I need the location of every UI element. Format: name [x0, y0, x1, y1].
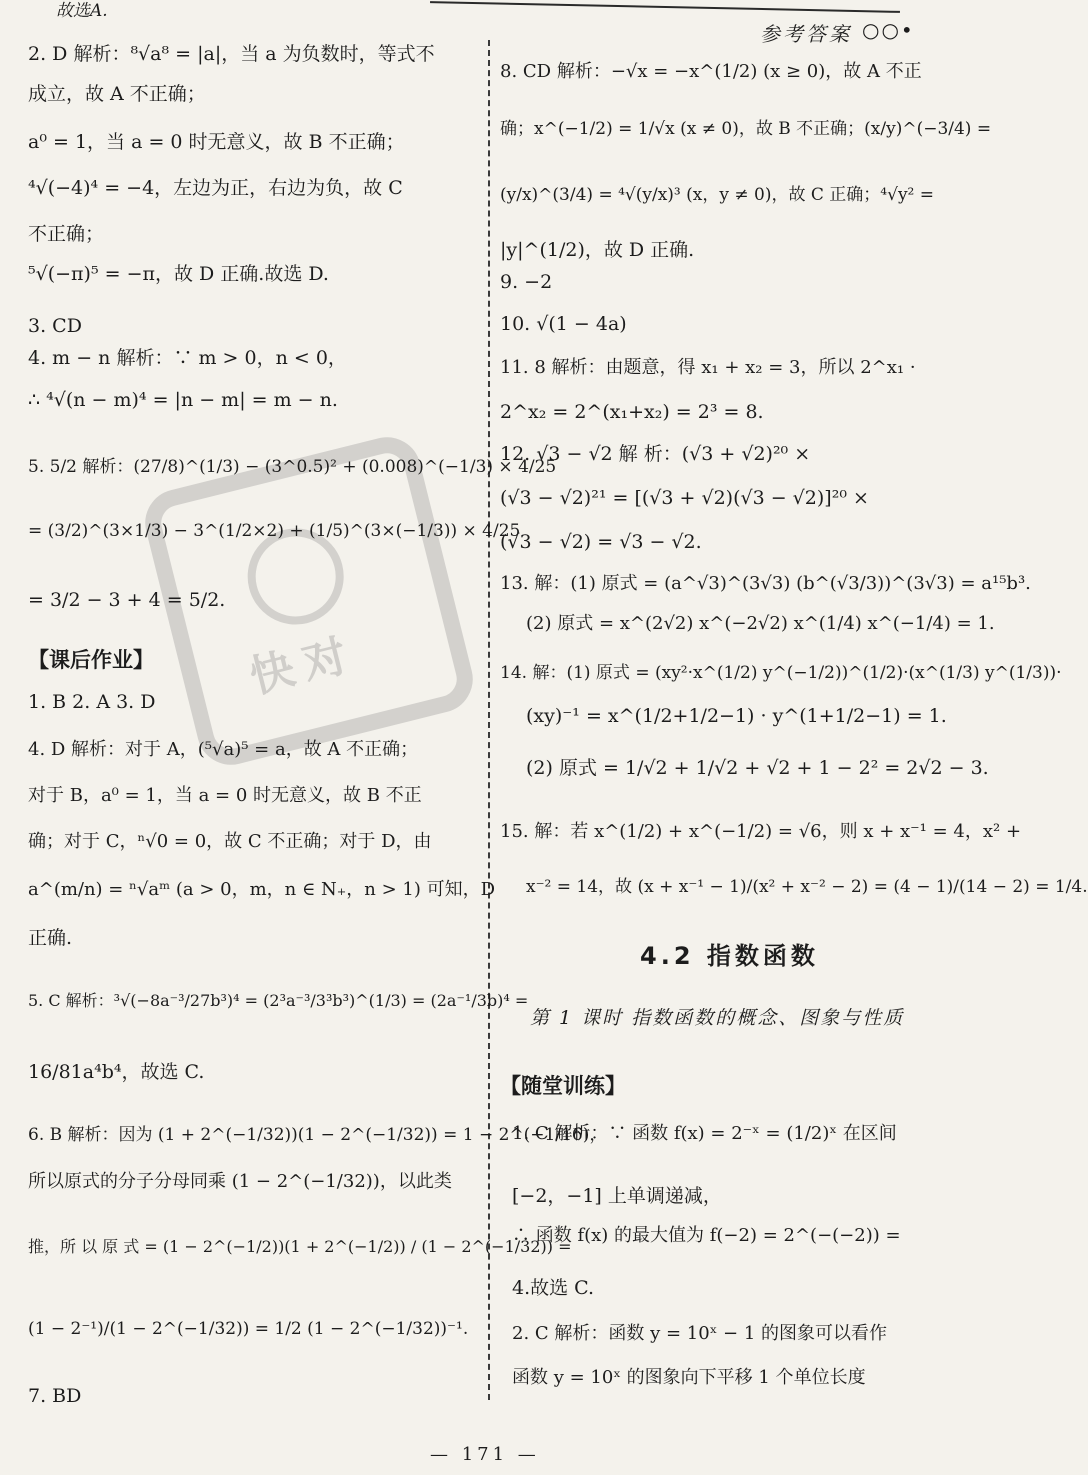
h6-line: 6. B 解析：因为 (1 + 2^(−1/32))(1 − 2^(−1/32)) = 1 − 2^(−1/16)，: [28, 1125, 607, 1145]
q4-line: 4. m − n 解析：∵ m > 0，n < 0，: [28, 347, 347, 369]
r8-line: |y|^(1/2)，故 D 正确.: [500, 239, 695, 261]
r14-line: 14. 解：(1) 原式 = (xy²·x^(1/2) y^(−1/2))^(1/2)·(x^(1/3) y^(1/3))·: [500, 663, 1062, 683]
homework-answers: 1. B 2. A 3. D: [28, 691, 156, 713]
r14-line: (xy)⁻¹ = x^(1/2+1/2−1) · y^(1+1/2−1) = 1.: [526, 705, 947, 727]
r12-line: (√3 − √2)²¹ = [(√3 + √2)(√3 − √2)]²⁰ ×: [500, 487, 869, 509]
s1-line: [−2，−1] 上单调递减，: [512, 1185, 722, 1207]
header-dots: ○○•: [862, 18, 915, 42]
r8-line: (y/x)^(3/4) = ⁴√(y/x)³ (x，y ≠ 0)，故 C 正确；⁴√y² =: [500, 185, 935, 205]
h4-line: a^(m/n) = ⁿ√aᵐ (a > 0，m，n ∈ N₊，n > 1) 可知，D: [28, 879, 496, 900]
h4-line: 4. D 解析：对于 A，(⁵√a)⁵ = a，故 A 不正确；: [28, 739, 419, 760]
q2-line: ⁴√(−4)⁴ = −4，左边为正，右边为负，故 C: [28, 177, 403, 199]
s1-line: 4.故选 C.: [512, 1277, 595, 1299]
q5-line: = (3/2)^(3×1/3) − 3^(1/2×2) + (1/5)^(3×(−1/3)) × 4/25: [28, 521, 521, 541]
h4-line: 确；对于 C，ⁿ√0 = 0，故 C 不正确；对于 D，由: [28, 831, 432, 852]
r12-line: (√3 − √2) = √3 − √2.: [500, 531, 702, 553]
h7-answer: 7. BD: [28, 1385, 82, 1407]
r13-line: 13. 解：(1) 原式 = (a^√3)^(3√3) (b^(√3/3))^(3√3) = a¹⁵b³.: [500, 573, 1031, 594]
chapter-title: 4.2 指数函数: [640, 942, 819, 970]
q2-line: 成立，故 A 不正确；: [28, 83, 206, 105]
s2-line: 2. C 解析：函数 y = 10ˣ − 1 的图象可以看作: [512, 1323, 888, 1344]
section-classwork-heading: 【随堂训练】: [500, 1074, 626, 1098]
h5-line: 5. C 解析：³√(−8a⁻³/27b³)⁴ = (2³a⁻³/3³b³)^(1/3) = (2a⁻¹/3b)⁴ =: [28, 991, 529, 1010]
q2-line: 2. D 解析：⁸√a⁸ = |a|，当 a 为负数时，等式不: [28, 43, 435, 65]
h4-line: 对于 B，a⁰ = 1，当 a = 0 时无意义，故 B 不正: [28, 785, 422, 806]
h4-line: 正确.: [28, 927, 73, 949]
r15-line: 15. 解：若 x^(1/2) + x^(−1/2) = √6，则 x + x⁻¹ = 4，x² +: [500, 821, 1022, 842]
r8-line: 确；x^(−1/2) = 1/√x (x ≠ 0)，故 B 不正确；(x/y)^(−3/4) =: [500, 119, 992, 139]
s1-line: ∴ 函数 f(x) 的最大值为 f(−2) = 2^(−(−2)) =: [512, 1225, 901, 1246]
q2-line: ⁵√(−π)⁵ = −π，故 D 正确.故选 D.: [28, 263, 329, 285]
r10-answer: 10. √(1 − 4a): [500, 313, 627, 335]
h6-line: 推，所 以 原 式 = (1 − 2^(−1/2))(1 + 2^(−1/2)) / (1 − 2^(−1/32)) =: [28, 1237, 572, 1256]
column-divider: [488, 40, 490, 1400]
section-homework-heading: 【课后作业】: [28, 648, 154, 672]
lesson-title: 第 1 课时 指数函数的概念、图象与性质: [530, 1007, 905, 1029]
h6-line: 所以原式的分子分母同乘 (1 − 2^(−1/32))，以此类: [28, 1171, 452, 1192]
r13-line: (2) 原式 = x^(2√2) x^(−2√2) x^(1/4) x^(−1/4) = 1.: [526, 613, 995, 634]
q2-line: a⁰ = 1，当 a = 0 时无意义，故 B 不正确；: [28, 131, 405, 153]
h5-line: 16/81a⁴b⁴，故选 C.: [28, 1061, 205, 1083]
header-title: 参考答案: [760, 22, 852, 46]
r12-line: 12. √3 − √2 解 析：(√3 + √2)²⁰ ×: [500, 443, 811, 465]
r14-line: (2) 原式 = 1/√2 + 1/√2 + √2 + 1 − 2² = 2√2 − 3.: [526, 757, 989, 779]
top-fragment: 故选A.: [56, 1, 108, 21]
r15-line: x⁻² = 14，故 (x + x⁻¹ − 1)/(x² + x⁻² − 2) = (4 − 1)/(14 − 2) = 1/4.: [526, 877, 1088, 897]
r9-answer: 9. −2: [500, 271, 553, 293]
q2-line: 不正确；: [28, 223, 105, 245]
s1-line: 1. C 解析：∵ 函数 f(x) = 2⁻ˣ = (1/2)ˣ 在区间: [512, 1123, 897, 1144]
header-rule: [430, 1, 900, 13]
q3-answer: 3. CD: [28, 315, 82, 337]
h6-line: (1 − 2⁻¹)/(1 − 2^(−1/32)) = 1/2 (1 − 2^(−1/32))⁻¹.: [28, 1319, 469, 1339]
page-number: — 171 —: [430, 1444, 540, 1465]
r8-line: 8. CD 解析：−√x = −x^(1/2) (x ≥ 0)，故 A 不正: [500, 61, 922, 82]
q4-line: ∴ ⁴√(n − m)⁴ = |n − m| = m − n.: [28, 389, 338, 411]
r11-line: 11. 8 解析：由题意，得 x₁ + x₂ = 3，所以 2^x₁ ·: [500, 357, 916, 378]
s2-line: 函数 y = 10ˣ 的图象向下平移 1 个单位长度: [512, 1367, 866, 1388]
q5-line: 5. 5/2 解析：(27/8)^(1/3) − (3^0.5)² + (0.008)^(−1/3) × 4/25: [28, 457, 557, 477]
watermark-text: 快对: [244, 627, 363, 704]
q5-line: = 3/2 − 3 + 4 = 5/2.: [28, 589, 226, 611]
r11-line: 2^x₂ = 2^(x₁+x₂) = 2³ = 8.: [500, 401, 764, 423]
